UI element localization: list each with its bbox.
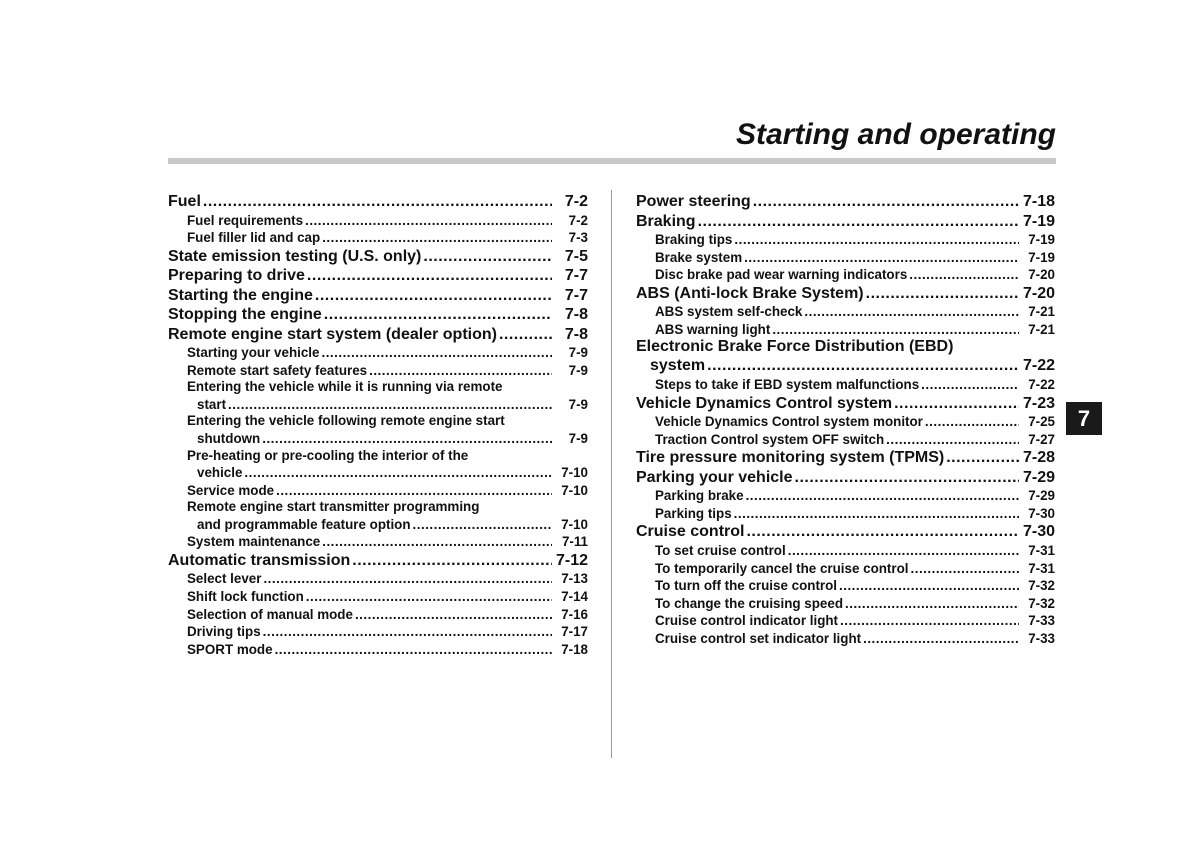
- toc-subsection-multiline: [168, 448, 588, 482]
- toc-subsection-entry[interactable]: [168, 430, 588, 448]
- toc-page-number: 7-22: [1028, 376, 1055, 392]
- toc-section-entry[interactable]: [636, 448, 1055, 468]
- toc-entry-label: Disc brake pad wear warning indicators: [655, 267, 908, 283]
- toc-dot-leader: [228, 396, 552, 414]
- toc-entry-label: shutdown: [197, 430, 261, 446]
- toc-page-number: 7-29: [1028, 488, 1055, 504]
- toc-dot-leader: [734, 505, 1019, 523]
- toc-entry-label: ABS system self-check: [655, 304, 803, 320]
- toc-dot-leader: [845, 595, 1019, 613]
- toc-subsection-entry[interactable]: [168, 482, 588, 500]
- toc-entry-label: Automatic transmission: [168, 551, 351, 569]
- toc-entry-label: system: [650, 357, 706, 375]
- toc-page-number: 7-21: [1028, 304, 1055, 320]
- toc-dot-leader: [753, 192, 1019, 212]
- toc-dot-leader: [866, 284, 1019, 304]
- toc-section-entry[interactable]: [168, 305, 588, 325]
- toc-page-number: 7-10: [561, 482, 588, 498]
- toc-dot-leader: [499, 325, 552, 345]
- toc-page-number: 7-22: [1022, 357, 1055, 375]
- toc-subsection-entry[interactable]: [636, 249, 1055, 267]
- toc-dot-leader: [886, 431, 1019, 449]
- toc-entry-label: SPORT mode: [187, 641, 273, 657]
- toc-subsection-entry[interactable]: [636, 577, 1055, 595]
- toc-page-number: 7-19: [1028, 249, 1055, 265]
- chapter-title: Starting and operating: [735, 118, 1056, 151]
- toc-subsection-entry[interactable]: [168, 516, 588, 534]
- toc-subsection-entry[interactable]: [168, 229, 588, 247]
- toc-page-number: 7-8: [564, 325, 588, 343]
- toc-entry-label: Parking tips: [655, 505, 732, 521]
- toc-entry-label: To set cruise control: [655, 542, 786, 558]
- toc-dot-leader: [307, 266, 552, 286]
- toc-page-number: 7-7: [564, 267, 588, 285]
- toc-page-number: 7-2: [568, 212, 588, 228]
- toc-entry-label: To turn off the cruise control: [655, 578, 838, 594]
- toc-entry-label: Starting your vehicle: [187, 345, 320, 361]
- toc-dot-leader: [804, 303, 1019, 321]
- toc-subsection-entry[interactable]: [168, 396, 588, 414]
- toc-entry-label-line1[interactable]: Entering the vehicle while it is running via remote: [187, 379, 503, 395]
- toc-subsection-entry[interactable]: [168, 641, 588, 659]
- toc-subsection-entry[interactable]: [636, 376, 1055, 394]
- toc-dot-leader: [744, 249, 1019, 267]
- toc-dot-leader: [324, 305, 552, 325]
- toc-section-entry[interactable]: [168, 325, 588, 345]
- toc-dot-leader: [746, 487, 1019, 505]
- toc-subsection-entry[interactable]: [636, 505, 1055, 523]
- toc-entry-label: Cruise control indicator light: [655, 613, 839, 629]
- toc-subsection-entry[interactable]: [168, 362, 588, 380]
- toc-entry-label: Braking: [636, 212, 696, 230]
- toc-entry-label: Remote start safety features: [187, 362, 368, 378]
- toc-dot-leader: [909, 266, 1019, 284]
- toc-page-number: 7-30: [1022, 523, 1055, 541]
- toc-entry-label: Brake system: [655, 249, 743, 265]
- toc-entry-label: start: [197, 396, 227, 412]
- toc-section-entry[interactable]: [168, 551, 588, 571]
- toc-entry-label: Power steering: [636, 193, 751, 210]
- toc-page-number: 7-32: [1028, 595, 1055, 611]
- toc-dot-leader: [369, 362, 552, 380]
- toc-subsection-entry[interactable]: [168, 212, 588, 230]
- toc-section-entry[interactable]: [636, 284, 1055, 304]
- toc-dot-leader: [413, 516, 552, 534]
- toc-dot-leader: [921, 376, 1019, 394]
- toc-entry-label: Vehicle Dynamics Control system monitor: [655, 414, 923, 430]
- toc-page-number: 7-12: [555, 551, 588, 569]
- toc-entry-label: Stopping the engine: [168, 306, 322, 324]
- toc-dot-leader: [734, 231, 1019, 249]
- toc-left-column: [168, 192, 588, 658]
- toc-subsection-multiline: [168, 379, 588, 413]
- toc-dot-leader: [322, 229, 552, 247]
- toc-entry-label: System maintenance: [187, 534, 321, 550]
- toc-page-number: 7-8: [564, 306, 588, 324]
- toc-page-number: 7-33: [1028, 613, 1055, 629]
- toc-page-number: 7-27: [1028, 431, 1055, 447]
- toc-dot-leader: [911, 560, 1020, 578]
- toc-section-entry[interactable]: [636, 212, 1055, 232]
- toc-section-entry[interactable]: [636, 356, 1055, 376]
- toc-page-number: 7-33: [1028, 630, 1055, 646]
- toc-right-column: [636, 192, 1055, 648]
- toc-subsection-entry[interactable]: [636, 630, 1055, 648]
- toc-dot-leader: [423, 247, 552, 267]
- toc-dot-leader: [840, 612, 1019, 630]
- toc-subsection-entry[interactable]: [636, 612, 1055, 630]
- toc-page-number: 7-23: [1022, 394, 1055, 412]
- toc-subsection-entry[interactable]: [168, 606, 588, 624]
- toc-page-number: 7-31: [1028, 542, 1055, 558]
- toc-section-entry[interactable]: [168, 286, 588, 306]
- toc-entry-label: Steps to take if EBD system malfunctions: [655, 376, 920, 392]
- toc-dot-leader: [262, 430, 552, 448]
- toc-subsection-entry[interactable]: [168, 344, 588, 362]
- toc-section-entry[interactable]: [168, 266, 588, 286]
- toc-page-number: 7-20: [1028, 267, 1055, 283]
- toc-dot-leader: [355, 606, 552, 624]
- toc-page-number: 7-21: [1028, 321, 1055, 337]
- toc-page-number: 7-9: [568, 345, 588, 361]
- toc-subsection-entry[interactable]: [168, 464, 588, 482]
- toc-entry-label: and programmable feature option: [197, 516, 411, 532]
- toc-subsection-entry[interactable]: [636, 231, 1055, 249]
- toc-page-number: 7-9: [568, 396, 588, 412]
- toc-page-number: 7-5: [564, 247, 588, 265]
- toc-subsection-entry[interactable]: [636, 431, 1055, 449]
- toc-page-number: 7-7: [564, 286, 588, 304]
- toc-dot-leader: [863, 630, 1019, 648]
- toc-entry-label: To temporarily cancel the cruise control: [655, 560, 909, 576]
- toc-subsection-entry[interactable]: [636, 413, 1055, 431]
- toc-entry-label: Fuel requirements: [187, 212, 304, 228]
- toc-page-number: 7-13: [561, 571, 588, 587]
- toc-subsection-entry[interactable]: [168, 588, 588, 606]
- toc-entry-label: Cruise control set indicator light: [655, 630, 862, 646]
- toc-dot-leader: [946, 448, 1019, 468]
- toc-entry-label-line1[interactable]: Pre-heating or pre-cooling the interior of the: [187, 447, 469, 463]
- toc-entry-label: Preparing to drive: [168, 267, 305, 285]
- toc-dot-leader: [244, 464, 552, 482]
- toc-page-number: 7-30: [1028, 505, 1055, 521]
- toc-page-number: 7-16: [561, 606, 588, 622]
- toc-entry-label: Select lever: [187, 571, 262, 587]
- toc-subsection-entry[interactable]: [168, 570, 588, 588]
- toc-page-number: 7-19: [1022, 212, 1055, 230]
- toc-page-number: 7-18: [561, 641, 588, 657]
- toc-entry-label: ABS warning light: [655, 321, 771, 337]
- toc-subsection-entry[interactable]: [636, 266, 1055, 284]
- toc-dot-leader: [306, 588, 552, 606]
- toc-dot-leader: [839, 577, 1019, 595]
- toc-subsection-entry[interactable]: [168, 533, 588, 551]
- toc-subsection-multiline: [168, 499, 588, 533]
- toc-page-number: 7-14: [561, 589, 588, 605]
- toc-subsection-entry[interactable]: [636, 560, 1055, 578]
- toc-dot-leader: [276, 482, 552, 500]
- toc-section-multiline: [636, 338, 1055, 376]
- toc-page-number: 7-20: [1022, 284, 1055, 302]
- toc-dot-leader: [263, 570, 552, 588]
- toc-entry-label-line1[interactable]: Electronic Brake Force Distribution (EBD): [636, 338, 954, 356]
- toc-entry-label: Starting the engine: [168, 286, 313, 304]
- toc-section-entry[interactable]: [636, 394, 1055, 414]
- toc-page-number: 7-10: [561, 516, 588, 532]
- toc-dot-leader: [352, 551, 552, 571]
- toc-page-number: 7-17: [561, 624, 588, 640]
- toc-section-entry[interactable]: [636, 468, 1055, 488]
- toc-entry-label: Driving tips: [187, 624, 261, 640]
- toc-dot-leader: [275, 641, 552, 659]
- toc-page-number: 7-11: [561, 534, 588, 550]
- toc-page-number: 7-2: [564, 193, 588, 210]
- toc-entry-label: Cruise control: [636, 523, 745, 541]
- toc-entry-label: Fuel filler lid and cap: [187, 230, 321, 246]
- toc-page-number: 7-10: [561, 465, 588, 481]
- toc-dot-leader: [203, 192, 552, 212]
- toc-entry-label: vehicle: [197, 465, 243, 481]
- toc-page-number: 7-3: [568, 230, 588, 246]
- toc-section-entry[interactable]: [636, 192, 1055, 212]
- toc-page-number: 7-9: [568, 430, 588, 446]
- toc-subsection-entry[interactable]: [636, 595, 1055, 613]
- toc-entry-label: Vehicle Dynamics Control system: [636, 394, 893, 412]
- toc-dot-leader: [746, 522, 1019, 542]
- toc-subsection-entry[interactable]: [636, 487, 1055, 505]
- toc-page-number: 7-25: [1028, 414, 1055, 430]
- toc-entry-label: Remote engine start system (dealer option): [168, 325, 497, 343]
- toc-entry-label: Selection of manual mode: [187, 606, 353, 622]
- toc-page-number: 7-9: [568, 362, 588, 378]
- chapter-tab[interactable]: 7: [1066, 402, 1102, 435]
- toc-dot-leader: [322, 533, 552, 551]
- toc-entry-label: Parking brake: [655, 488, 744, 504]
- toc-subsection-entry[interactable]: [636, 542, 1055, 560]
- toc-dot-leader: [894, 394, 1019, 414]
- toc-entry-label-line1[interactable]: Remote engine start transmitter programming: [187, 499, 480, 515]
- toc-subsection-entry[interactable]: [168, 623, 588, 641]
- toc-dot-leader: [795, 468, 1019, 488]
- toc-page-number: 7-31: [1028, 560, 1055, 576]
- toc-section-entry[interactable]: [636, 522, 1055, 542]
- toc-dot-leader: [321, 344, 552, 362]
- toc-entry-label: ABS (Anti-lock Brake System): [636, 284, 864, 302]
- toc-entry-label: Tire pressure monitoring system (TPMS): [636, 449, 945, 467]
- toc-section-entry[interactable]: [168, 247, 588, 267]
- toc-dot-leader: [315, 286, 552, 306]
- toc-entry-label: Braking tips: [655, 232, 733, 247]
- toc-entry-label: Service mode: [187, 482, 275, 498]
- toc-page-number: 7-28: [1022, 449, 1055, 467]
- toc-entry-label: Shift lock function: [187, 589, 304, 605]
- toc-subsection-multiline: [168, 413, 588, 447]
- toc-dot-leader: [925, 413, 1019, 431]
- toc-entry-label: Parking your vehicle: [636, 468, 793, 486]
- toc-subsection-entry[interactable]: [636, 321, 1055, 339]
- title-rule: [168, 158, 1056, 164]
- toc-entry-label: Traction Control system OFF switch: [655, 431, 885, 447]
- toc-entry-label: Fuel: [168, 193, 201, 210]
- column-divider: [611, 190, 612, 758]
- toc-entry-label: To change the cruising speed: [655, 595, 843, 611]
- toc-dot-leader: [305, 212, 552, 230]
- toc-dot-leader: [772, 321, 1019, 339]
- toc-entry-label-line1[interactable]: Entering the vehicle following remote engine start: [187, 413, 505, 429]
- toc-subsection-entry[interactable]: [636, 303, 1055, 321]
- toc-dot-leader: [263, 623, 552, 641]
- toc-dot-leader: [707, 356, 1019, 376]
- toc-dot-leader: [788, 542, 1019, 560]
- toc-entry-label: State emission testing (U.S. only): [168, 247, 422, 265]
- toc-dot-leader: [698, 212, 1019, 232]
- toc-section-entry[interactable]: [168, 192, 588, 212]
- toc-page-number: 7-19: [1028, 232, 1055, 247]
- toc-page-number: 7-29: [1022, 468, 1055, 486]
- toc-page-number: 7-18: [1022, 193, 1055, 210]
- toc-page-number: 7-32: [1028, 578, 1055, 594]
